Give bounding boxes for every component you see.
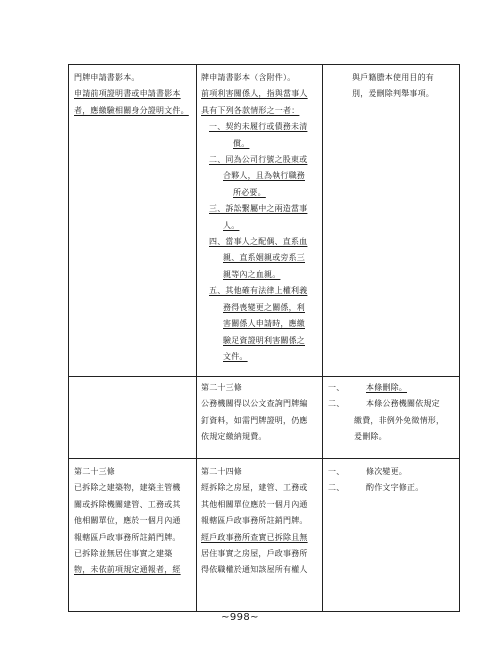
text-line: 者，應繳驗相關身分證明文件。 (74, 105, 189, 115)
item-4-line: 親等內之血親。 (223, 269, 281, 279)
text-line: 釘資料，如需門牌證明，仍應 (201, 415, 308, 425)
page-number: ~998~ (221, 612, 259, 623)
item-2-line: 合夥人，且為執行職務 (223, 171, 305, 181)
row-divider (68, 458, 460, 459)
text-line: 爰刪除。 (354, 432, 387, 442)
row-divider (68, 376, 460, 377)
item-text (354, 380, 458, 396)
text-line: 繳費，非例外免徵情形， (354, 415, 445, 425)
item-4-line: 親、直系姻親或旁系三 (223, 253, 305, 263)
column-divider (196, 64, 197, 612)
text-line-1: 牌申請書影本（含附件）。 (201, 73, 296, 82)
text-line: 別，爰刪除判舉事項。 (352, 89, 434, 99)
text-line: 已拆除之建築物，建築主管機 (74, 483, 181, 493)
explanation-item (328, 480, 458, 496)
item-number: 一、 (328, 467, 345, 476)
article-heading: 第二十四條 (201, 467, 242, 476)
item-3-line: 三、訴訟繫屬中之兩造當事 (209, 204, 308, 214)
text-line: 前項利害關係人，指與當事人 (201, 89, 308, 99)
explanation-item (328, 396, 458, 445)
item-5-line: 五、其他確有法律上權利義 (209, 286, 308, 296)
item-4-line: 四、當事人之配偶、直系血 (209, 237, 308, 247)
text-line: 已拆除並無居住事實之建築 (74, 549, 173, 559)
text-line: 具有下列各款情形之一者： (201, 105, 300, 115)
text-line: 報轄區戶政事務所註銷門牌。 (74, 532, 181, 542)
explanation-item (328, 380, 458, 396)
item-5-line: 務得喪變更之關係，利 (223, 302, 305, 312)
item-1-line: 一、契約未履行或債務未清 (209, 122, 308, 132)
text-line: 關或拆除機關建管、工務或其 (74, 499, 181, 509)
item-5-line: 害關係人申請時，應繳 (223, 319, 305, 329)
text-line: 門牌申請書影本。 (74, 73, 140, 82)
row3-current-text (74, 464, 194, 579)
text-line: 申請前項證明書或申請書影本 (74, 89, 181, 99)
text-line: 本條刪除。 (366, 383, 407, 392)
row1-explanation (330, 70, 458, 103)
item-number: 二、 (328, 399, 345, 409)
item-text (354, 464, 458, 480)
row1-proposed-text (201, 70, 321, 365)
text-line (201, 70, 321, 86)
item-1-line: 償。 (233, 138, 250, 148)
text-line: 經拆除之房屋，建管、工務或 (201, 483, 308, 493)
text-line: 得依職權於通知該屋所有權人 (201, 565, 308, 575)
article-heading: 第二十三條 (201, 383, 242, 392)
item-3-line: 人。 (223, 220, 240, 230)
text-line: 其他相關單位應於一個月內通 (201, 499, 308, 509)
item-5-line: 驗足資證明利害關係之 (223, 335, 305, 345)
item-5-line: 文件。 (223, 351, 248, 361)
text-line: 物，未依前項規定通報者，經 (74, 565, 181, 575)
text-line: 本條公務機關依規定 (366, 399, 440, 409)
text-line: 與戶籍謄本使用目的有 (352, 73, 434, 82)
row2-proposed-text (201, 380, 321, 446)
article-heading: 第二十三條 (74, 467, 115, 476)
item-2-line: 所必要。 (233, 187, 266, 197)
item-text (354, 396, 458, 445)
text-line: 他相關單位，應於一個月內通 (74, 516, 181, 526)
row3-explanation (328, 464, 458, 497)
item-number: 二、 (328, 483, 345, 493)
item-text (354, 480, 458, 496)
text-line: 報轄區戶政事務所註銷門牌。 (201, 516, 308, 526)
text-line: 酌作文字修正。 (366, 483, 424, 493)
text-line: 居住事實之房屋，戶政事務所 (201, 549, 308, 559)
column-divider (322, 64, 323, 612)
text-line: 經戶政事務所查實已拆除且無 (201, 532, 308, 542)
text-line: 公務機關得以公文查詢門牌編 (201, 399, 308, 409)
row1-current-text (74, 70, 194, 119)
text-line: 依規定繳納規費。 (201, 432, 267, 442)
text-line: 條次變更。 (366, 467, 407, 476)
row3-proposed-text (201, 464, 321, 579)
item-number: 一、 (328, 383, 345, 392)
explanation-item (328, 464, 458, 480)
item-2-line: 二、同為公司行號之股東或 (209, 155, 308, 165)
row2-explanation (328, 380, 458, 446)
